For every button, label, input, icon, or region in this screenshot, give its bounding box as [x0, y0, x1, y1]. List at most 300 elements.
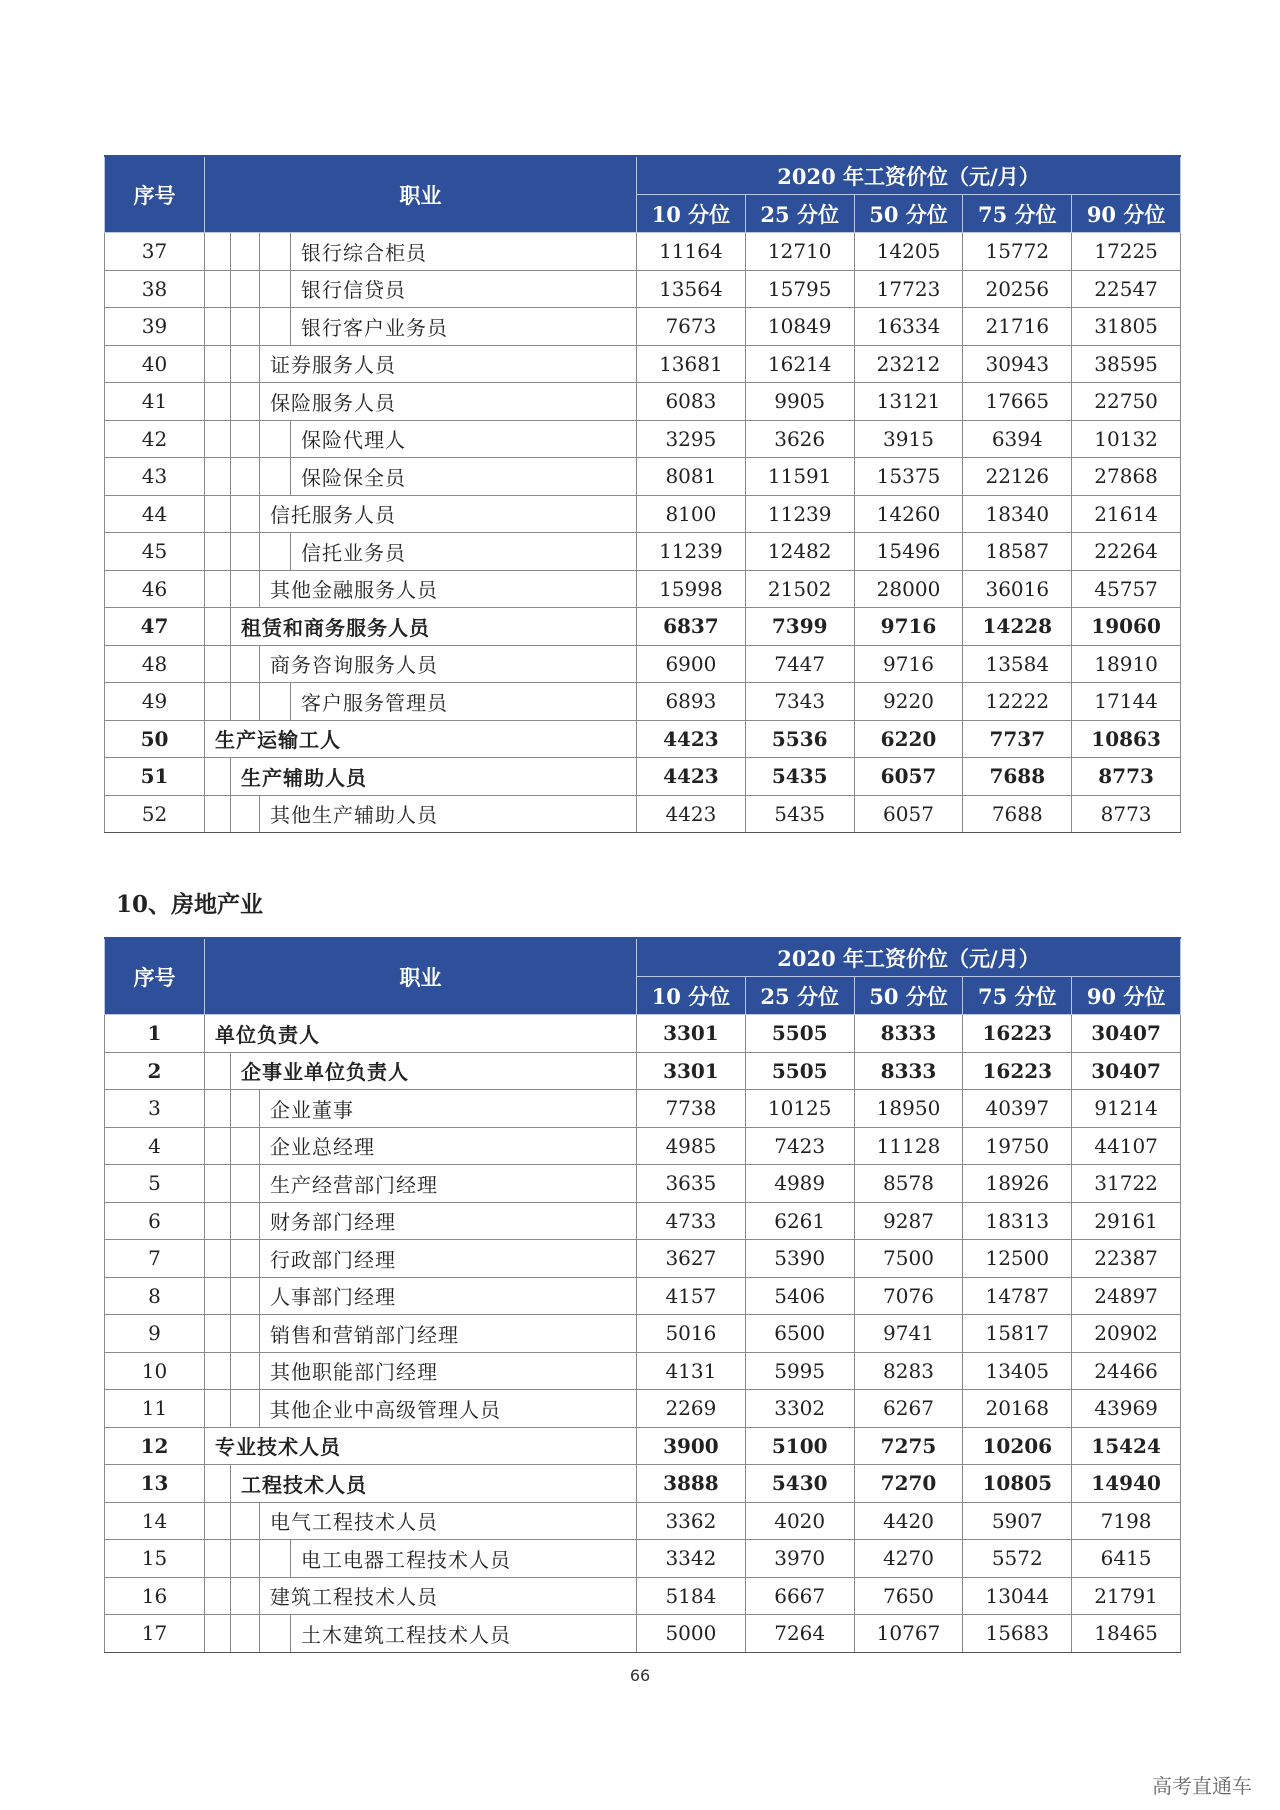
occupation-name: 银行客户业务员	[291, 308, 637, 346]
row-number: 8	[105, 1277, 205, 1315]
p90-value: 14940	[1072, 1465, 1181, 1503]
p25-value: 21502	[745, 570, 854, 608]
occupation-name: 信托服务人员	[260, 495, 637, 533]
occupation-name: 人事部门经理	[260, 1277, 637, 1315]
table-row	[105, 495, 1181, 533]
p90-value: 22750	[1072, 383, 1181, 421]
p90-value: 6415	[1072, 1540, 1181, 1578]
indent-cell	[231, 1390, 260, 1428]
indent-cell	[231, 345, 260, 383]
occupation-name: 建筑工程技术人员	[260, 1577, 637, 1615]
table-row	[105, 270, 1181, 308]
indent-cell	[231, 1165, 260, 1203]
p25-value: 7423	[745, 1127, 854, 1165]
p90-value: 17144	[1072, 683, 1181, 721]
p10-value: 13681	[637, 345, 746, 383]
p75-value: 5907	[963, 1502, 1072, 1540]
p75-value: 21716	[963, 308, 1072, 346]
row-number: 13	[105, 1465, 205, 1503]
p75-value: 16223	[963, 1052, 1072, 1090]
p90-value: 24466	[1072, 1352, 1181, 1390]
occupation-name: 其他企业中高级管理人员	[260, 1390, 637, 1428]
indent-cell	[260, 1540, 291, 1578]
indent-cell	[231, 495, 260, 533]
p25-value: 5995	[745, 1352, 854, 1390]
p25-value: 11591	[745, 458, 854, 496]
header-no: 序号	[105, 156, 205, 233]
p75-value: 13584	[963, 645, 1072, 683]
header-no: 序号	[105, 938, 205, 1015]
p75-value: 7688	[963, 758, 1072, 796]
occupation-name: 企事业单位负责人	[231, 1052, 637, 1090]
p25-value: 10849	[745, 308, 854, 346]
p75-value: 30943	[963, 345, 1072, 383]
table-row	[105, 533, 1181, 571]
table-row	[105, 720, 1181, 758]
p25-value: 7399	[745, 608, 854, 646]
p90-value: 31805	[1072, 308, 1181, 346]
table-row	[105, 1127, 1181, 1165]
p10-value: 6900	[637, 645, 746, 683]
header-p25: 25 分位	[745, 195, 854, 233]
p50-value: 8333	[854, 1015, 963, 1053]
p25-value: 12710	[745, 233, 854, 271]
indent-cell	[205, 1352, 231, 1390]
header-wage-group: 2020 年工资价位（元/月）	[637, 156, 1181, 195]
p90-value: 24897	[1072, 1277, 1181, 1315]
p25-value: 7264	[745, 1615, 854, 1653]
p50-value: 14260	[854, 495, 963, 533]
indent-cell	[231, 1352, 260, 1390]
p50-value: 7275	[854, 1427, 963, 1465]
header-p90: 90 分位	[1072, 977, 1181, 1015]
table-row	[105, 1240, 1181, 1278]
p50-value: 28000	[854, 570, 963, 608]
occupation-name: 其他生产辅助人员	[260, 795, 637, 833]
row-number: 51	[105, 758, 205, 796]
indent-cell	[205, 795, 231, 833]
indent-cell	[205, 758, 231, 796]
p50-value: 16334	[854, 308, 963, 346]
occupation-name: 生产辅助人员	[231, 758, 637, 796]
indent-cell	[205, 233, 231, 271]
header-p75: 75 分位	[963, 977, 1072, 1015]
indent-cell	[205, 683, 231, 721]
occupation-name: 工程技术人员	[231, 1465, 637, 1503]
p25-value: 5435	[745, 795, 854, 833]
p90-value: 21791	[1072, 1577, 1181, 1615]
p10-value: 3888	[637, 1465, 746, 1503]
row-number: 1	[105, 1015, 205, 1053]
p90-value: 7198	[1072, 1502, 1181, 1540]
table-row	[105, 383, 1181, 421]
indent-cell	[260, 308, 291, 346]
p25-value: 6500	[745, 1315, 854, 1353]
header-p10: 10 分位	[637, 977, 746, 1015]
p10-value: 3295	[637, 420, 746, 458]
row-number: 43	[105, 458, 205, 496]
indent-cell	[205, 533, 231, 571]
row-number: 52	[105, 795, 205, 833]
row-number: 17	[105, 1615, 205, 1653]
occupation-name: 电气工程技术人员	[260, 1502, 637, 1540]
indent-cell	[231, 683, 260, 721]
table-row	[105, 683, 1181, 721]
p90-value: 44107	[1072, 1127, 1181, 1165]
p10-value: 3342	[637, 1540, 746, 1578]
p10-value: 6893	[637, 683, 746, 721]
indent-cell	[231, 1540, 260, 1578]
indent-cell	[231, 1502, 260, 1540]
occupation-name: 销售和营销部门经理	[260, 1315, 637, 1353]
indent-cell	[205, 383, 231, 421]
page-number: 66	[629, 1666, 651, 1685]
table-row	[105, 1090, 1181, 1128]
p90-value: 31722	[1072, 1165, 1181, 1203]
table-row	[105, 570, 1181, 608]
header-occupation: 职业	[205, 938, 637, 1015]
p90-value: 43969	[1072, 1390, 1181, 1428]
occupation-name: 客户服务管理员	[291, 683, 637, 721]
indent-cell	[231, 308, 260, 346]
occupation-name: 单位负责人	[205, 1015, 637, 1053]
indent-cell	[205, 645, 231, 683]
occupation-name: 土木建筑工程技术人员	[291, 1615, 637, 1653]
p75-value: 6394	[963, 420, 1072, 458]
p90-value: 10132	[1072, 420, 1181, 458]
p50-value: 6220	[854, 720, 963, 758]
p50-value: 6267	[854, 1390, 963, 1428]
indent-cell	[205, 1090, 231, 1128]
p10-value: 8100	[637, 495, 746, 533]
row-number: 10	[105, 1352, 205, 1390]
p10-value: 3900	[637, 1427, 746, 1465]
indent-cell	[205, 1052, 231, 1090]
p10-value: 3301	[637, 1052, 746, 1090]
p90-value: 20902	[1072, 1315, 1181, 1353]
p90-value: 22547	[1072, 270, 1181, 308]
indent-cell	[231, 795, 260, 833]
p90-value: 91214	[1072, 1090, 1181, 1128]
p75-value: 14228	[963, 608, 1072, 646]
table-row	[105, 233, 1181, 271]
table-row	[105, 1277, 1181, 1315]
indent-cell	[205, 1502, 231, 1540]
p10-value: 11164	[637, 233, 746, 271]
header-p50: 50 分位	[854, 195, 963, 233]
indent-cell	[205, 1127, 231, 1165]
indent-cell	[205, 270, 231, 308]
p25-value: 3626	[745, 420, 854, 458]
row-number: 6	[105, 1202, 205, 1240]
p50-value: 13121	[854, 383, 963, 421]
table-row	[105, 1390, 1181, 1428]
p25-value: 15795	[745, 270, 854, 308]
header-p90: 90 分位	[1072, 195, 1181, 233]
indent-cell	[260, 420, 291, 458]
p75-value: 10805	[963, 1465, 1072, 1503]
indent-cell	[231, 570, 260, 608]
p50-value: 8578	[854, 1165, 963, 1203]
row-number: 11	[105, 1390, 205, 1428]
wage-table-real-estate	[104, 937, 1181, 1653]
row-number: 45	[105, 533, 205, 571]
p10-value: 8081	[637, 458, 746, 496]
p25-value: 5406	[745, 1277, 854, 1315]
p50-value: 8283	[854, 1352, 963, 1390]
p10-value: 6083	[637, 383, 746, 421]
p75-value: 12222	[963, 683, 1072, 721]
table-row	[105, 1615, 1181, 1653]
p50-value: 7270	[854, 1465, 963, 1503]
p10-value: 7738	[637, 1090, 746, 1128]
row-number: 14	[105, 1502, 205, 1540]
p50-value: 7500	[854, 1240, 963, 1278]
p10-value: 4733	[637, 1202, 746, 1240]
row-number: 41	[105, 383, 205, 421]
p50-value: 15496	[854, 533, 963, 571]
p90-value: 19060	[1072, 608, 1181, 646]
p90-value: 17225	[1072, 233, 1181, 271]
row-number: 7	[105, 1240, 205, 1278]
header-wage-group: 2020 年工资价位（元/月）	[637, 938, 1181, 977]
watermark-text: 高考直通车	[1152, 1774, 1252, 1798]
p25-value: 5100	[745, 1427, 854, 1465]
p90-value: 22387	[1072, 1240, 1181, 1278]
p25-value: 3302	[745, 1390, 854, 1428]
p50-value: 11128	[854, 1127, 963, 1165]
row-number: 50	[105, 720, 205, 758]
p90-value: 15424	[1072, 1427, 1181, 1465]
p75-value: 20168	[963, 1390, 1072, 1428]
indent-cell	[231, 1577, 260, 1615]
p90-value: 29161	[1072, 1202, 1181, 1240]
row-number: 3	[105, 1090, 205, 1128]
p50-value: 23212	[854, 345, 963, 383]
p50-value: 17723	[854, 270, 963, 308]
indent-cell	[205, 1540, 231, 1578]
p10-value: 2269	[637, 1390, 746, 1428]
p90-value: 45757	[1072, 570, 1181, 608]
p90-value: 8773	[1072, 758, 1181, 796]
p75-value: 18313	[963, 1202, 1072, 1240]
p10-value: 7673	[637, 308, 746, 346]
p25-value: 12482	[745, 533, 854, 571]
p75-value: 7737	[963, 720, 1072, 758]
occupation-name: 电工电器工程技术人员	[291, 1540, 637, 1578]
table-row	[105, 1052, 1181, 1090]
p50-value: 4270	[854, 1540, 963, 1578]
indent-cell	[231, 1202, 260, 1240]
p10-value: 15998	[637, 570, 746, 608]
occupation-name: 企业总经理	[260, 1127, 637, 1165]
p50-value: 15375	[854, 458, 963, 496]
indent-cell	[260, 270, 291, 308]
occupation-name: 保险保全员	[291, 458, 637, 496]
p75-value: 17665	[963, 383, 1072, 421]
row-number: 16	[105, 1577, 205, 1615]
occupation-name: 保险服务人员	[260, 383, 637, 421]
table-row	[105, 645, 1181, 683]
p50-value: 9716	[854, 645, 963, 683]
p75-value: 5572	[963, 1540, 1072, 1578]
p25-value: 5536	[745, 720, 854, 758]
p75-value: 22126	[963, 458, 1072, 496]
table-row	[105, 795, 1181, 833]
indent-cell	[205, 1615, 231, 1653]
occupation-name: 行政部门经理	[260, 1240, 637, 1278]
row-number: 5	[105, 1165, 205, 1203]
p25-value: 4020	[745, 1502, 854, 1540]
indent-cell	[205, 570, 231, 608]
p25-value: 6261	[745, 1202, 854, 1240]
header-p10: 10 分位	[637, 195, 746, 233]
p10-value: 4985	[637, 1127, 746, 1165]
row-number: 39	[105, 308, 205, 346]
occupation-name: 银行信贷员	[291, 270, 637, 308]
p50-value: 9220	[854, 683, 963, 721]
p50-value: 7076	[854, 1277, 963, 1315]
row-number: 4	[105, 1127, 205, 1165]
table-row	[105, 1015, 1181, 1053]
row-number: 9	[105, 1315, 205, 1353]
p50-value: 10767	[854, 1615, 963, 1653]
p75-value: 36016	[963, 570, 1072, 608]
p75-value: 19750	[963, 1127, 1072, 1165]
p90-value: 8773	[1072, 795, 1181, 833]
p50-value: 18950	[854, 1090, 963, 1128]
indent-cell	[231, 1240, 260, 1278]
p10-value: 4423	[637, 720, 746, 758]
p10-value: 3301	[637, 1015, 746, 1053]
table-row	[105, 308, 1181, 346]
p90-value: 18910	[1072, 645, 1181, 683]
p50-value: 6057	[854, 758, 963, 796]
row-number: 47	[105, 608, 205, 646]
indent-cell	[205, 1465, 231, 1503]
row-number: 2	[105, 1052, 205, 1090]
indent-cell	[205, 308, 231, 346]
wage-table-finance	[104, 155, 1181, 833]
p50-value: 6057	[854, 795, 963, 833]
indent-cell	[231, 645, 260, 683]
indent-cell	[205, 420, 231, 458]
p75-value: 13044	[963, 1577, 1072, 1615]
header-p50: 50 分位	[854, 977, 963, 1015]
row-number: 44	[105, 495, 205, 533]
p90-value: 30407	[1072, 1052, 1181, 1090]
row-number: 40	[105, 345, 205, 383]
p50-value: 14205	[854, 233, 963, 271]
table-row	[105, 420, 1181, 458]
p25-value: 5505	[745, 1015, 854, 1053]
p75-value: 7688	[963, 795, 1072, 833]
occupation-name: 证券服务人员	[260, 345, 637, 383]
p10-value: 4423	[637, 758, 746, 796]
occupation-name: 银行综合柜员	[291, 233, 637, 271]
indent-cell	[231, 533, 260, 571]
p25-value: 7447	[745, 645, 854, 683]
indent-cell	[205, 1165, 231, 1203]
table-row	[105, 1427, 1181, 1465]
table-row	[105, 345, 1181, 383]
indent-cell	[260, 233, 291, 271]
indent-cell	[205, 1202, 231, 1240]
occupation-name: 租赁和商务服务人员	[231, 608, 637, 646]
table-row	[105, 458, 1181, 496]
table-row	[105, 1165, 1181, 1203]
indent-cell	[205, 1315, 231, 1353]
indent-cell	[231, 420, 260, 458]
indent-cell	[231, 233, 260, 271]
row-number: 48	[105, 645, 205, 683]
p10-value: 3362	[637, 1502, 746, 1540]
p75-value: 15772	[963, 233, 1072, 271]
p50-value: 9741	[854, 1315, 963, 1353]
p10-value: 5184	[637, 1577, 746, 1615]
p25-value: 10125	[745, 1090, 854, 1128]
p10-value: 5016	[637, 1315, 746, 1353]
p75-value: 12500	[963, 1240, 1072, 1278]
p75-value: 18340	[963, 495, 1072, 533]
p10-value: 3635	[637, 1165, 746, 1203]
indent-cell	[205, 608, 231, 646]
p10-value: 6837	[637, 608, 746, 646]
table-row	[105, 1577, 1181, 1615]
p90-value: 30407	[1072, 1015, 1181, 1053]
row-number: 49	[105, 683, 205, 721]
indent-cell	[231, 1090, 260, 1128]
occupation-name: 生产运输工人	[205, 720, 637, 758]
p25-value: 5435	[745, 758, 854, 796]
table-row	[105, 1502, 1181, 1540]
p90-value: 27868	[1072, 458, 1181, 496]
table-row	[105, 1352, 1181, 1390]
p75-value: 20256	[963, 270, 1072, 308]
p90-value: 18465	[1072, 1615, 1181, 1653]
header-occupation: 职业	[205, 156, 637, 233]
indent-cell	[231, 1615, 260, 1653]
indent-cell	[205, 345, 231, 383]
indent-cell	[205, 1277, 231, 1315]
indent-cell	[231, 1277, 260, 1315]
indent-cell	[231, 1127, 260, 1165]
indent-cell	[205, 1577, 231, 1615]
p50-value: 9287	[854, 1202, 963, 1240]
p25-value: 11239	[745, 495, 854, 533]
indent-cell	[260, 533, 291, 571]
occupation-name: 财务部门经理	[260, 1202, 637, 1240]
p75-value: 15683	[963, 1615, 1072, 1653]
table-row	[105, 1315, 1181, 1353]
p75-value: 14787	[963, 1277, 1072, 1315]
p50-value: 4420	[854, 1502, 963, 1540]
occupation-name: 生产经营部门经理	[260, 1165, 637, 1203]
indent-cell	[260, 683, 291, 721]
row-number: 38	[105, 270, 205, 308]
indent-cell	[205, 458, 231, 496]
occupation-name: 信托业务员	[291, 533, 637, 571]
occupation-name: 保险代理人	[291, 420, 637, 458]
indent-cell	[260, 1615, 291, 1653]
header-p25: 25 分位	[745, 977, 854, 1015]
p25-value: 6667	[745, 1577, 854, 1615]
indent-cell	[231, 383, 260, 421]
p10-value: 4423	[637, 795, 746, 833]
p25-value: 5390	[745, 1240, 854, 1278]
p10-value: 3627	[637, 1240, 746, 1278]
p25-value: 5430	[745, 1465, 854, 1503]
